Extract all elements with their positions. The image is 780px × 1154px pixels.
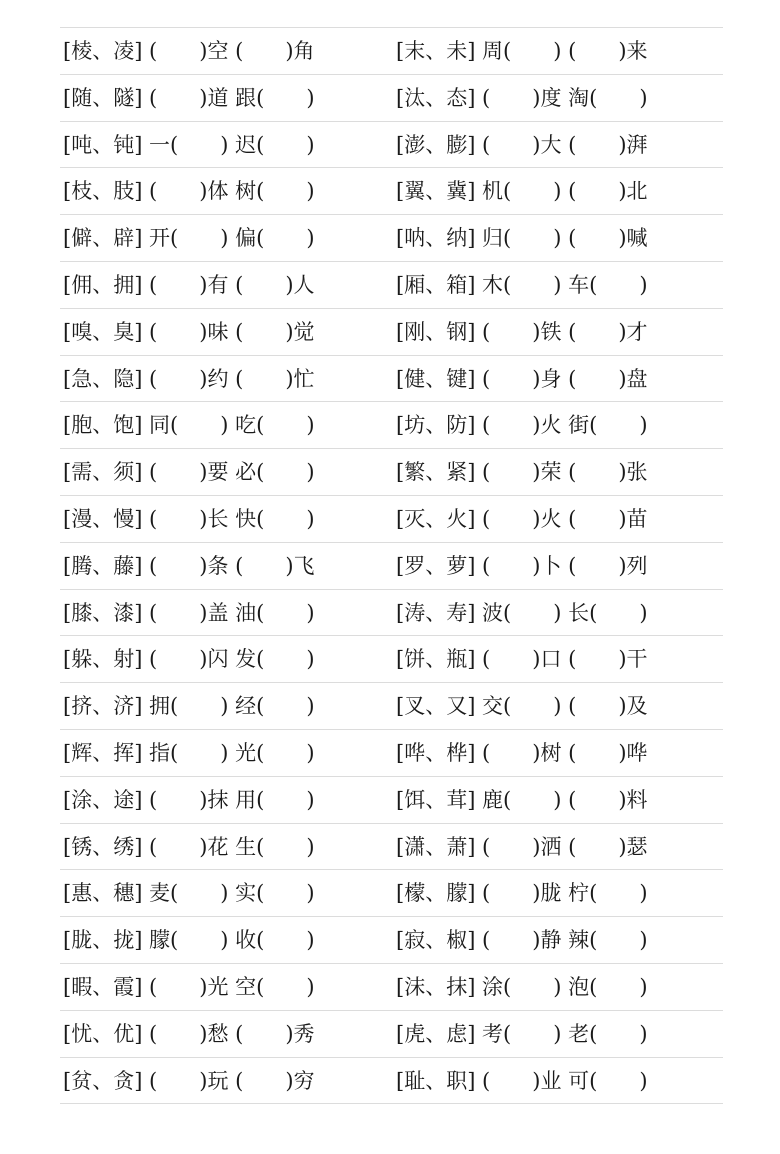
right-exercise: [哗、桦] ( )树 ( )哗 bbox=[396, 740, 648, 765]
left-exercise: [膝、漆] ( )盖 油( ) bbox=[63, 600, 315, 625]
left-exercise: [胞、饱] 同( ) 吃( ) bbox=[63, 413, 315, 438]
right-exercise: [虎、虑] 考( ) 老( ) bbox=[396, 1021, 648, 1046]
exercise-row bbox=[60, 74, 723, 121]
right-exercise: [檬、朦] ( )胧 柠( ) bbox=[396, 881, 648, 906]
right-exercise: [末、未] 周( ) ( )来 bbox=[396, 39, 648, 63]
exercise-row bbox=[60, 401, 723, 448]
left-exercise: [躲、射] ( )闪 发( ) bbox=[63, 647, 315, 672]
exercise-row bbox=[60, 308, 723, 355]
left-exercise: [贫、贪] ( )玩 ( )穷 bbox=[63, 1068, 315, 1093]
right-exercise: [饼、瓶] ( )口 ( )干 bbox=[396, 647, 648, 672]
left-exercise: [挤、济] 拥( ) 经( ) bbox=[63, 694, 315, 719]
right-exercise: [厢、箱] 木( ) 车( ) bbox=[396, 272, 648, 297]
exercise-row bbox=[60, 869, 723, 916]
right-exercise: [刚、钢] ( )铁 ( )才 bbox=[396, 319, 648, 344]
exercise-row bbox=[60, 542, 723, 589]
right-exercise: [耻、职] ( )业 可( ) bbox=[396, 1068, 648, 1093]
exercise-row bbox=[60, 27, 723, 74]
right-exercise: [坊、防] ( )火 街( ) bbox=[396, 413, 648, 438]
right-exercise: [呐、纳] 归( ) ( )喊 bbox=[396, 226, 648, 251]
right-exercise: [灭、火] ( )火 ( )苗 bbox=[396, 506, 648, 531]
exercise-table bbox=[60, 27, 723, 1104]
left-exercise: [棱、凌] ( )空 ( )角 bbox=[63, 39, 315, 63]
exercise-row bbox=[60, 682, 723, 729]
exercise-row bbox=[60, 963, 723, 1010]
exercise-row bbox=[60, 589, 723, 636]
left-exercise: [辉、挥] 指( ) 光( ) bbox=[63, 740, 315, 765]
left-exercise: [吨、钝] 一( ) 迟( ) bbox=[63, 132, 315, 157]
left-exercise: [涂、途] ( )抹 用( ) bbox=[63, 787, 315, 812]
left-exercise: [急、隐] ( )约 ( )忙 bbox=[63, 366, 315, 391]
left-exercise: [随、隧] ( )道 跟( ) bbox=[63, 85, 315, 110]
exercise-row bbox=[60, 167, 723, 214]
right-exercise: [汰、态] ( )度 淘( ) bbox=[396, 85, 648, 110]
right-exercise: [繁、紧] ( )荣 ( )张 bbox=[396, 460, 648, 485]
right-exercise: [涛、寿] 波( ) 长( ) bbox=[396, 600, 648, 625]
left-exercise: [胧、拢] 朦( ) 收( ) bbox=[63, 928, 315, 953]
left-exercise: [佣、拥] ( )有 ( )人 bbox=[63, 272, 315, 297]
exercise-row bbox=[60, 1057, 723, 1105]
right-exercise: [饵、茸] 鹿( ) ( )料 bbox=[396, 787, 648, 812]
right-exercise: [健、键] ( )身 ( )盘 bbox=[396, 366, 648, 391]
left-exercise: [嗅、臭] ( )味 ( )觉 bbox=[63, 319, 315, 344]
left-exercise: [锈、绣] ( )花 生( ) bbox=[63, 834, 315, 859]
right-exercise: [潇、萧] ( )洒 ( )瑟 bbox=[396, 834, 648, 859]
exercise-row bbox=[60, 729, 723, 776]
left-exercise: [暇、霞] ( )光 空( ) bbox=[63, 974, 315, 999]
exercise-row bbox=[60, 635, 723, 682]
left-exercise: [漫、慢] ( )长 快( ) bbox=[63, 506, 315, 531]
right-exercise: [叉、又] 交( ) ( )及 bbox=[396, 694, 648, 719]
exercise-row bbox=[60, 448, 723, 495]
left-exercise: [僻、辟] 开( ) 偏( ) bbox=[63, 226, 315, 251]
exercise-row bbox=[60, 355, 723, 402]
left-exercise: [需、须] ( )要 必( ) bbox=[63, 460, 315, 485]
left-exercise: [忧、优] ( )愁 ( )秀 bbox=[63, 1021, 315, 1046]
right-exercise: [罗、萝] ( )卜 ( )列 bbox=[396, 553, 648, 578]
right-exercise: [寂、椒] ( )静 辣( ) bbox=[396, 928, 648, 953]
exercise-row bbox=[60, 1010, 723, 1057]
exercise-row bbox=[60, 823, 723, 870]
exercise-row bbox=[60, 916, 723, 963]
left-exercise: [枝、肢] ( )体 树( ) bbox=[63, 179, 315, 204]
right-exercise: [沫、抹] 涂( ) 泡( ) bbox=[396, 974, 648, 999]
exercise-row bbox=[60, 776, 723, 823]
left-exercise: [惠、穗] 麦( ) 实( ) bbox=[63, 881, 315, 906]
exercise-row bbox=[60, 261, 723, 308]
exercise-row bbox=[60, 214, 723, 261]
right-exercise: [翼、冀] 机( ) ( )北 bbox=[396, 179, 648, 204]
exercise-row bbox=[60, 121, 723, 168]
exercise-row bbox=[60, 495, 723, 542]
right-exercise: [澎、膨] ( )大 ( )湃 bbox=[396, 132, 648, 157]
left-exercise: [腾、藤] ( )条 ( )飞 bbox=[63, 553, 315, 578]
